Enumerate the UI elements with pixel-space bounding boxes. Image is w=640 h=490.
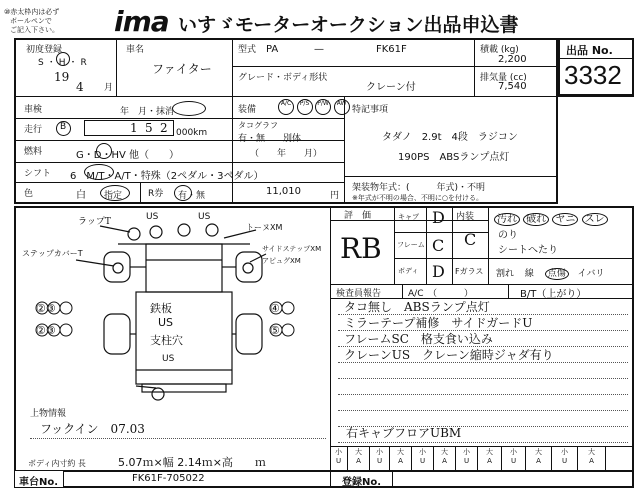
diag-label-tonuxm: トーヌXM <box>246 223 283 232</box>
key-cell: 小 <box>463 448 470 456</box>
dims-label: ボディ内寸約 長 <box>28 459 86 468</box>
note-tar: ヤニ <box>552 213 578 226</box>
mileage-digit: 1 <box>130 121 138 135</box>
form-title: いすゞモーターオークション出品申込書 <box>178 14 519 36</box>
report-line: ミラーテープ補修 サイドガードU <box>344 316 533 330</box>
info-title: 上物情報 <box>30 409 67 419</box>
dims-value: 5.07ｍ×幅 2.14ｍ×高 ｍ <box>118 456 266 469</box>
frame-label: フレーム <box>397 241 425 249</box>
key-cell: 小 <box>510 448 517 456</box>
grade-label: グレード・ボディ形状 <box>238 73 328 83</box>
mileage-letter: B <box>60 122 67 132</box>
recycle-yes-circle <box>174 185 192 201</box>
truck-diagram <box>18 210 328 402</box>
erased-circle <box>172 101 206 116</box>
cab-value: D <box>432 208 445 227</box>
note-line: ボールペンで <box>10 17 52 25</box>
note-wear: スレ <box>582 213 608 226</box>
body-value: D <box>432 262 445 281</box>
inspection-value: 年 月・抹消 <box>120 107 175 117</box>
no-label: 出品 No. <box>566 44 613 57</box>
note-glue: のり <box>498 230 518 241</box>
mileage-label: 走行 <box>24 125 43 135</box>
grade-value: RB <box>340 232 382 265</box>
note-tear: 破れ <box>523 213 549 226</box>
report-line: 右キャブフロアUBM <box>346 426 462 440</box>
glass-ibari: イバリ <box>577 269 605 279</box>
diag-label-apyug: アピュグXM <box>262 257 301 265</box>
key-cell: A <box>536 457 541 465</box>
recycle-amount: 11,010 <box>266 186 301 197</box>
key-cell: 大 <box>588 448 595 456</box>
chassis-value: FK61F-705022 <box>132 473 205 484</box>
glass-chip: 点傷 <box>545 268 569 280</box>
key-cell: 小 <box>561 448 568 456</box>
key-cell: A <box>442 457 447 465</box>
report-line: タコ無し ABSランプ点灯 <box>344 300 490 314</box>
diag-label-post: 支柱穴 <box>150 334 183 347</box>
color-spec-circle <box>100 185 130 201</box>
report-line: フレームSC 格支食い込み <box>344 332 493 346</box>
glass-crack: 割れ <box>496 269 515 279</box>
model-value: FK61F <box>376 44 407 55</box>
chassis-label-cell <box>14 470 64 488</box>
equipment-marks <box>278 98 350 115</box>
era-value: S・H・R <box>38 58 90 68</box>
model-prefix: PA <box>266 44 279 55</box>
mileage-digit: 2 <box>160 121 168 135</box>
reg-year: 19 <box>54 70 70 84</box>
inspection-label: 車検 <box>24 105 43 115</box>
inspector-ac: A/C （ ） <box>408 289 473 299</box>
capacity-label: 積載 (kg) <box>480 45 519 55</box>
glass-notes <box>496 266 605 279</box>
fuel-label: 燃料 <box>24 147 43 157</box>
key-cell: A <box>589 457 594 465</box>
chassis-label: 車台No. <box>19 477 59 488</box>
key-cell: 大 <box>486 448 493 456</box>
mileage-unit: 000km <box>176 128 208 138</box>
reg-label: 初度登録 <box>26 45 63 55</box>
key-cell: U <box>510 457 517 465</box>
displacement-value: 7,540 <box>498 81 527 92</box>
shift-value: 6 M/T・A/T・特殊（2ペダル・3ペダル） <box>70 171 264 182</box>
key-cell: A <box>398 457 403 465</box>
displacement-label: 排気量 (cc) <box>480 73 527 83</box>
model-dash: — <box>314 44 324 55</box>
remarks-line-2: 190PS ABSランプ点灯 <box>398 152 510 163</box>
grade-label: 評 価 <box>344 211 372 221</box>
report-line: クレーンUS クレーン縮時ジャダ有り <box>344 348 554 362</box>
diag-label-sidestep: サイドステップXM <box>262 245 322 253</box>
key-cell: 小 <box>419 448 426 456</box>
note-dirt: 汚れ <box>494 213 520 226</box>
key-cell: A <box>356 457 361 465</box>
cab-outline <box>146 244 222 292</box>
interior-label: 内装 <box>456 212 475 222</box>
color-spec: 指定 <box>104 191 123 201</box>
color-label: 色 <box>24 189 34 199</box>
fuel-d-circle <box>96 143 112 159</box>
key-cell: U <box>335 457 342 465</box>
tacho-value: 有・無 別体 <box>238 134 302 144</box>
glass-line: 線 <box>524 269 534 279</box>
equipment-label: 装備 <box>238 105 257 115</box>
equipment-ps: P/S <box>297 99 313 115</box>
inspector-label: 検査員報告 <box>336 289 382 299</box>
grade-value: クレーン付 <box>366 82 416 93</box>
shift-mt-circle <box>84 164 114 180</box>
ima-logo: ima <box>114 5 169 38</box>
wheel-rear-left <box>104 314 130 354</box>
h-circle <box>56 52 70 66</box>
remarks-line-1: タダノ 2.9t 4段 ラジコン <box>382 132 518 143</box>
body-label: ボディ <box>398 267 419 275</box>
model-label: 型式 <box>238 45 257 55</box>
key-cell: U <box>419 457 426 465</box>
key-cell: U <box>376 457 383 465</box>
mileage-digit: 5 <box>145 121 153 135</box>
diag-num-4: ④ <box>270 302 280 315</box>
note-line: ご記入下さい。 <box>10 26 59 34</box>
diag-label-us4: US <box>162 354 175 364</box>
frame-value: C <box>432 236 445 255</box>
wheel-front-right <box>236 252 262 282</box>
cab-label: キャブ <box>398 213 419 221</box>
fuel-value: G・D・HV 他（ ） <box>76 150 179 161</box>
key-cell: U <box>463 457 470 465</box>
condition-notes <box>494 210 608 225</box>
interior-value: C <box>464 230 477 249</box>
diag-label-step: ステップカバーT <box>22 249 83 258</box>
name-value: ファイター <box>152 62 212 76</box>
diag-label-us3: US <box>158 316 174 329</box>
reg-no-label: 登録No. <box>342 477 382 488</box>
wheel-front-left <box>104 252 130 282</box>
key-cell: 大 <box>355 448 362 456</box>
diag-label-plate: 鉄板 <box>150 302 172 315</box>
key-cell: 大 <box>535 448 542 456</box>
mfg-label: 架装物年式：( 年式)・不明 <box>352 183 486 193</box>
mfg-note: ※年式が不明の場合、不明に○を付ける。 <box>352 194 483 202</box>
shift-label: シフト <box>24 169 52 179</box>
number-box <box>558 38 634 96</box>
capacity-value: 2,200 <box>498 54 527 65</box>
tacho-date: （ 年 月） <box>250 149 323 159</box>
diag-num-23: ②③ <box>36 302 56 315</box>
key-cell: U <box>561 457 568 465</box>
diag-label-lamp: ラップT <box>78 217 111 227</box>
key-grid <box>330 447 634 470</box>
color-value: 白 <box>76 190 86 201</box>
tacho-label: タコグラフ <box>238 121 278 130</box>
equipment-ac: A/C <box>278 99 294 115</box>
reg-month: 4 <box>76 80 84 94</box>
note-seat: シートへたり <box>498 245 558 256</box>
key-cell: 大 <box>397 448 404 456</box>
recycle-value: 有・無 <box>178 191 206 201</box>
key-cell: A <box>487 457 492 465</box>
recycle-label: R券 <box>148 189 164 199</box>
fglass-label: Fガラス <box>455 267 484 276</box>
no-value: 3332 <box>564 60 622 90</box>
note-line: ⑩赤太枠内は必ず <box>4 8 60 16</box>
key-cell: 小 <box>335 448 342 456</box>
equipment-aw: AW <box>334 99 350 115</box>
equipment-pw: P/W <box>315 99 331 115</box>
info-value: フックイン 07.03 <box>40 422 145 436</box>
diag-label-us1: US <box>146 212 159 222</box>
key-cell: 大 <box>441 448 448 456</box>
header-note <box>4 8 59 35</box>
remarks-label: 特記事項 <box>352 105 389 115</box>
wheel-rear-right <box>236 314 262 354</box>
recycle-unit: 円 <box>330 191 340 201</box>
key-cell: 小 <box>376 448 383 456</box>
reg-month-unit: 月 <box>104 83 114 93</box>
inspector-bt: B/T（上がり） <box>520 289 587 300</box>
diag-num-45: ②③ <box>36 324 56 337</box>
diag-label-us2: US <box>198 212 211 222</box>
diag-num-5: ⑤ <box>270 324 280 337</box>
name-label: 車名 <box>126 45 145 55</box>
